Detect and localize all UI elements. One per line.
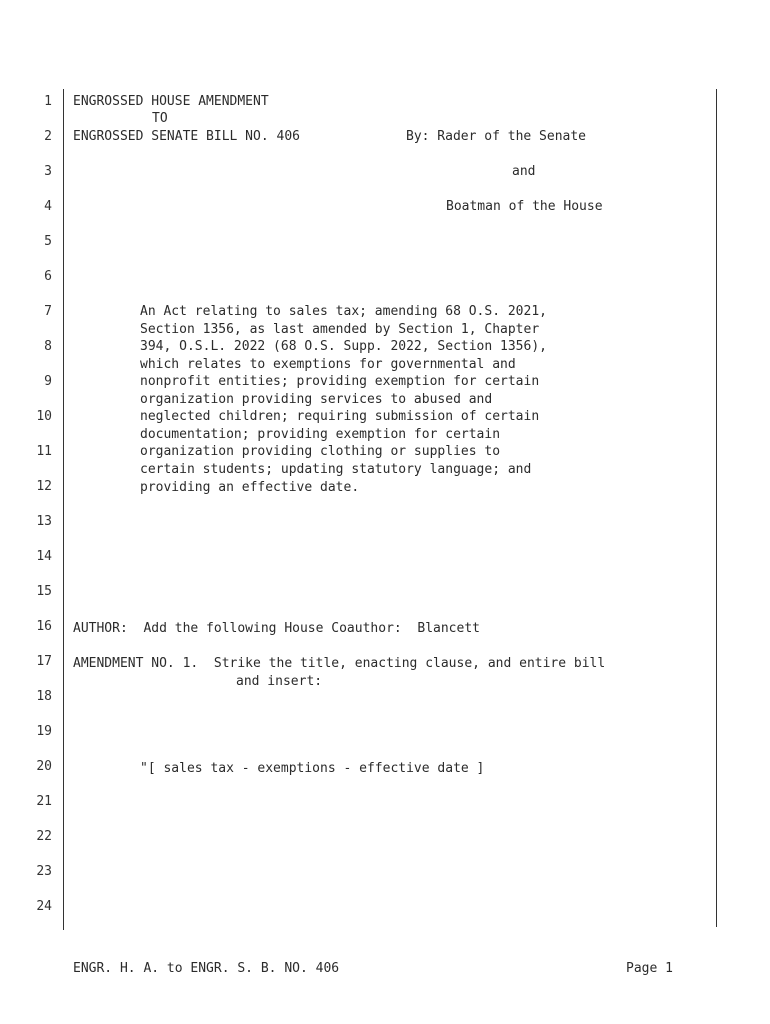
author-line: AUTHOR: Add the following House Coauthor: Blancett [73,621,480,636]
sponsor-and: and [512,164,536,179]
line-number: 14 [36,549,52,564]
sponsor-house: Boatman of the House [446,199,603,214]
line-number: 17 [36,654,52,669]
line-number: 22 [36,829,52,844]
left-margin-rule [63,89,64,930]
title-line: providing an effective date. [140,480,360,495]
bill-number-heading: ENGROSSED SENATE BILL NO. 406 [73,129,300,144]
title-line: certain students; updating statutory language; and [140,462,532,477]
line-number: 3 [44,164,52,179]
line-number: 10 [36,409,52,424]
line-number: 1 [44,94,52,109]
line-number: 8 [44,339,52,354]
line-number: 12 [36,479,52,494]
line-number: 7 [44,304,52,319]
line-number: 15 [36,584,52,599]
line-number: 4 [44,199,52,214]
title-line: nonprofit entities; providing exemption for certain [140,374,540,389]
line-number: 2 [44,129,52,144]
right-margin-rule [716,89,717,927]
line-number: 19 [36,724,52,739]
line-number: 24 [36,899,52,914]
line-number: 13 [36,514,52,529]
amendment-heading-to: TO [152,111,168,126]
line-number: 5 [44,234,52,249]
line-number: 20 [36,759,52,774]
footer-bill-reference: ENGR. H. A. to ENGR. S. B. NO. 406 [73,961,340,976]
title-line: neglected children; requiring submission of certain [140,409,540,424]
title-line: documentation; providing exemption for certain [140,427,501,442]
title-line: which relates to exemptions for governmental and [140,357,516,372]
line-number: 16 [36,619,52,634]
amendment-line-continued: and insert: [236,674,323,689]
title-line: An Act relating to sales tax; amending 68 O.S. 2021, [140,304,547,319]
title-line: 394, O.S.L. 2022 (68 O.S. Supp. 2022, Section 1356), [140,339,547,354]
sponsor-senate: By: Rader of the Senate [406,129,587,144]
amendment-line: AMENDMENT NO. 1. Strike the title, enacting clause, and entire bill [73,656,606,671]
amendment-heading: ENGROSSED HOUSE AMENDMENT [73,94,269,109]
title-line: organization providing clothing or supplies to [140,444,501,459]
bill-caption: "[ sales tax - exemptions - effective date ] [140,761,485,776]
footer-page-number: Page 1 [626,961,673,976]
line-number: 6 [44,269,52,284]
line-number: 9 [44,374,52,389]
title-line: Section 1356, as last amended by Section 1, Chapter [140,322,540,337]
line-number: 18 [36,689,52,704]
line-number: 21 [36,794,52,809]
line-number: 23 [36,864,52,879]
title-line: organization providing services to abused and [140,392,493,407]
line-number: 11 [36,444,52,459]
